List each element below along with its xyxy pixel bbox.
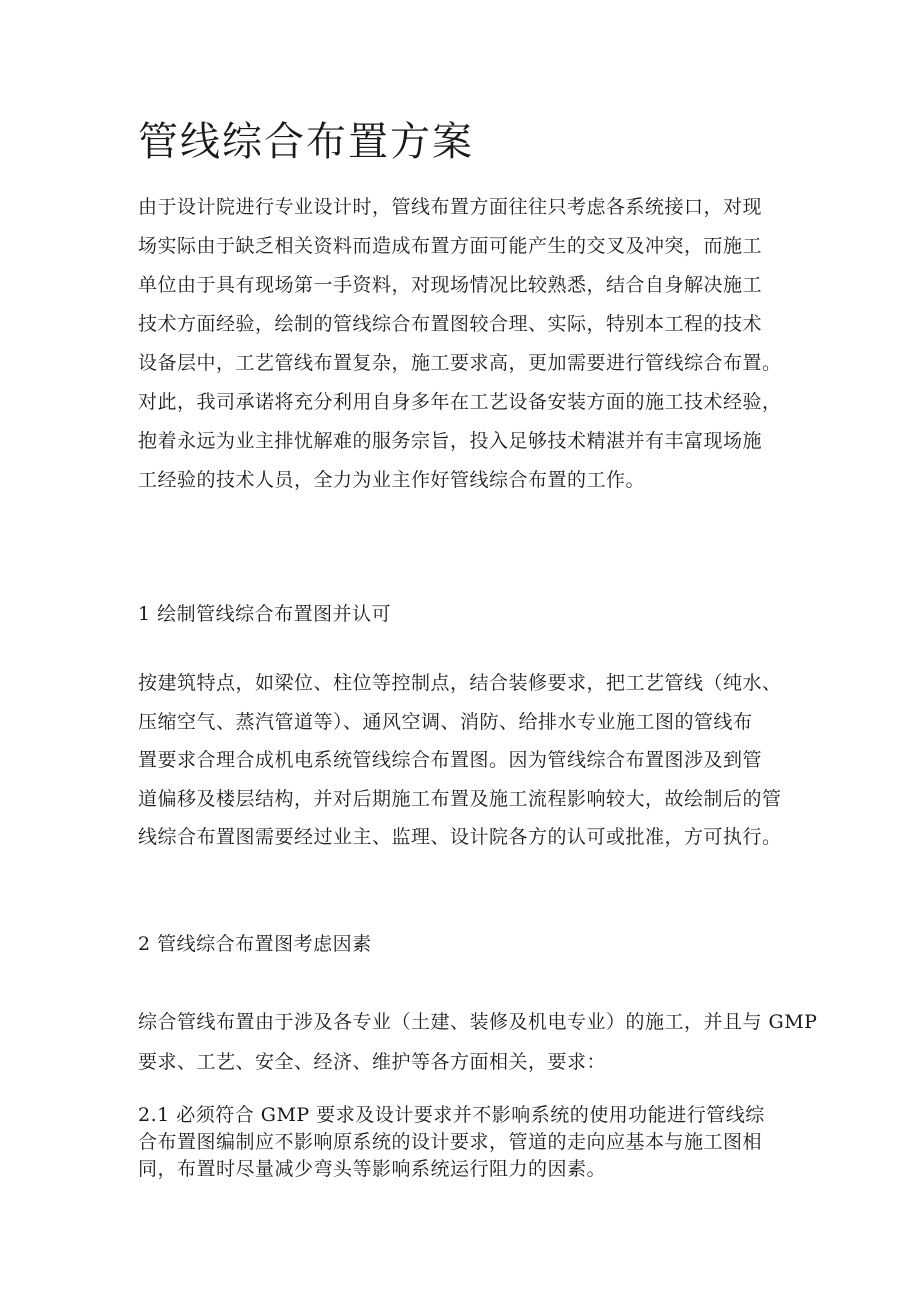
text-line: 单位由于具有现场第一手资料，对现场情况比较熟悉，结合自身解决施工 (138, 274, 763, 296)
text-line: 对此，我司承诺将充分利用自身多年在工艺设备安装方面的施工技术经验， (138, 391, 782, 413)
text-line: 场实际由于缺乏相关资料而造成布置方面可能产生的交叉及冲突，而施工 (138, 235, 763, 257)
text-line: 2.1 必须符合 GMP 要求及设计要求并不影响系统的使用功能进行管线综 (138, 1104, 765, 1126)
text-line: 综合管线布置由于涉及各专业（土建、装修及机电专业）的施工，并且与 GMP (138, 1011, 818, 1033)
section-1-heading: 1 绘制管线综合布置图并认可 (138, 603, 392, 625)
text-line: 要求、工艺、安全、经济、维护等各方面相关，要求： (138, 1051, 607, 1073)
text-line: 同，布置时尽量减少弯头等影响系统运行阻力的因素。 (138, 1158, 607, 1180)
section-2-1-paragraph (138, 1102, 765, 1183)
text-line: 线综合布置图需要经过业主、监理、设计院各方的认可或批准，方可执行。 (138, 826, 782, 849)
text-line: 由于设计院进行专业设计时，管线布置方面往往只考虑各系统接口，对现 (138, 196, 763, 218)
text-line: 工经验的技术人员，全力为业主作好管线综合布置的工作。 (138, 469, 646, 491)
text-line: 技术方面经验，绘制的管线综合布置图较合理、实际，特别本工程的技术 (138, 313, 763, 335)
text-line: 道偏移及楼层结构，并对后期施工布置及施工流程影响较大，故绘制后的管 (138, 787, 782, 810)
section-2-heading: 2 管线综合布置图考虑因素 (138, 933, 372, 955)
text-line: 压缩空气、蒸汽管道等）、通风空调、消防、给排水专业施工图的管线布 (138, 710, 753, 733)
section-1-paragraph (138, 664, 782, 857)
text-line: 置要求合理合成机电系统管线综合布置图。因为管线综合布置图涉及到管 (138, 749, 763, 772)
text-line: 合布置图编制应不影响原系统的设计要求，管道的走向应基本与施工图相 (138, 1131, 763, 1153)
intro-paragraph (138, 188, 782, 500)
text-line: 设备层中，工艺管线布置复杂，施工要求高，更加需要进行管线综合布置。 (138, 352, 782, 374)
text-line: 按建筑特点，如梁位、柱位等控制点，结合装修要求，把工艺管线（纯水、 (138, 672, 782, 694)
document-title: 管线综合布置方案 (138, 119, 474, 165)
text-line: 抱着永远为业主排忧解难的服务宗旨，投入足够技术精湛并有丰富现场施 (138, 430, 763, 452)
section-2-paragraph (138, 1002, 817, 1082)
